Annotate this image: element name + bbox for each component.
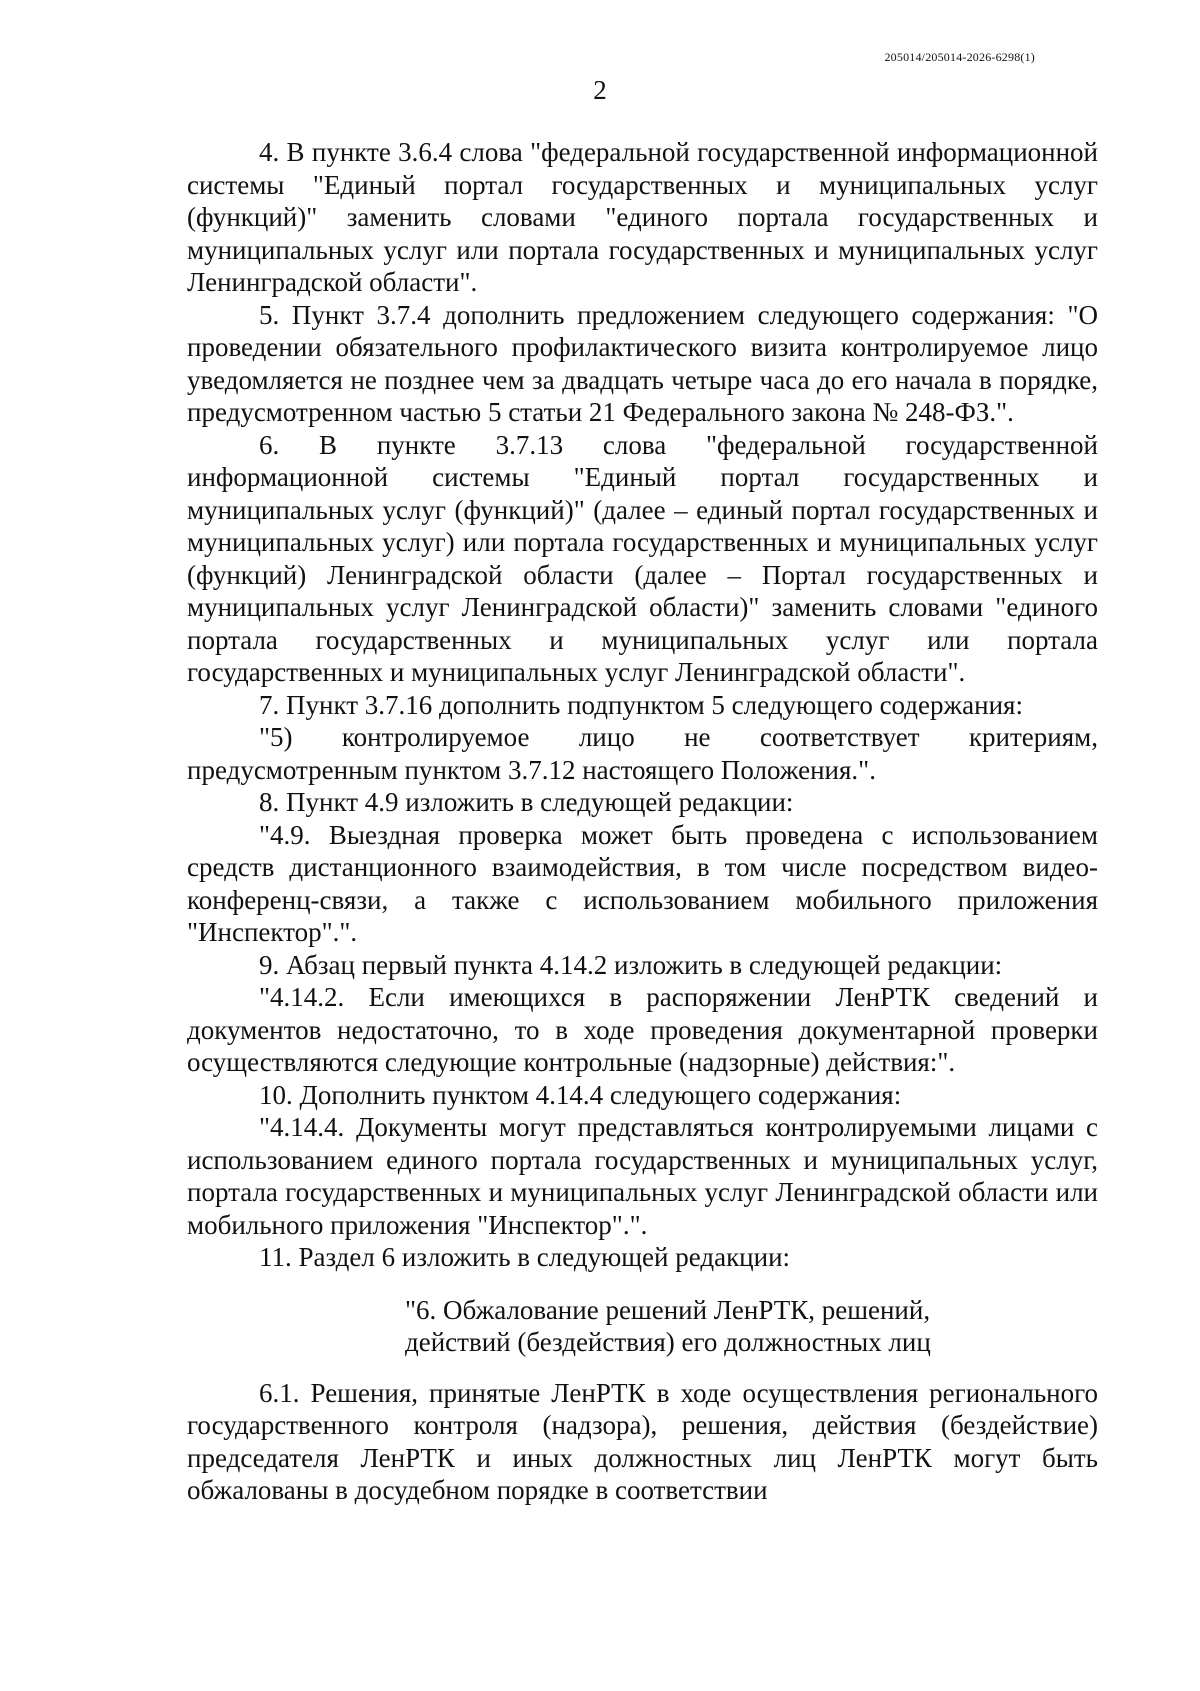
document-body (187, 136, 1098, 1507)
section-6-heading-line-1: "6. Обжалование решений ЛенРТК, решений, (405, 1294, 931, 1325)
paragraph-item-9-quote: "4.14.2. Если имеющихся в распоряжении ЛенРТК сведений и документов недостаточно, то в ходе проведения документарной проверки осуществляются следующие контрольные (надзорные) действия:". (187, 982, 1098, 1077)
page-number: 2 (593, 75, 607, 105)
paragraph-item-5: 5. Пункт 3.7.4 дополнить предложением следующего содержания: "О проведении обязательного профилактического визита контролируемое лицо уведомляется не позднее чем за двадцать четыре часа до его начала в порядке, предусмотренном частью 5 статьи 21 Федерального закона № 248-ФЗ.". (187, 299, 1098, 427)
paragraph-item-11: 11. Раздел 6 изложить в следующей редакции: (259, 1242, 791, 1272)
paragraph-item-10: 10. Дополнить пунктом 4.14.4 следующего содержания: (259, 1079, 902, 1110)
section-6-heading (187, 1294, 1098, 1359)
paragraph-item-8-quote: "4.9. Выездная проверка может быть проведена с использованием средств дистанционного взаимодействия, в том числе посредством видео-конференц-связи, а также с использованием мобильного приложения "Инспектор".". (187, 819, 1098, 947)
paragraph-item-7-quote: "5) контролируемое лицо не соответствует критериям, предусмотренным пунктом 3.7.12 настоящего Положения.". (187, 722, 1098, 785)
paragraph-6-1: 6.1. Решения, принятые ЛенРТК в ходе осуществления регионального государственного контроля (надзора), решения, действия (бездействие) председателя ЛенРТК и иных должностных лиц ЛенРТК могут быть обжалованы в досудебном порядке в соответствии (187, 1377, 1098, 1505)
paragraph-item-7: 7. Пункт 3.7.16 дополнить подпунктом 5 следующего содержания: (259, 689, 1023, 720)
paragraph-item-9: 9. Абзац первый пункта 4.14.2 изложить в следующей редакции: (259, 949, 1003, 980)
paragraph-item-8: 8. Пункт 4.9 изложить в следующей редакции: (259, 787, 794, 817)
section-6-heading-line-2: действий (бездействия) его должностных лиц (405, 1327, 931, 1357)
paragraph-item-10-quote: "4.14.4. Документы могут представляться контролируемыми лицами с использованием единого портала государственных и муниципальных услуг, портала государственных и муниципальных услуг Ленинградской области или мобильного приложения "Инспектор".". (187, 1112, 1098, 1240)
paragraph-item-6: 6. В пункте 3.7.13 слова "федеральной государственной информационной системы "Единый портал государственных и муниципальных услуг (функций)" (далее – единый портал государственных и муниципальных услуг) или портала государственных и муниципальных услуг (функций) Ленинградской области (далее – Портал государственных и муниципальных услуг Ленинградской области)" заменить словами "единого портала государственных и муниципальных услуг или портала государственных и муниципальных услуг Ленинградской области". (187, 429, 1098, 687)
document-registration-code: 205014/205014-2026-6298(1) (884, 50, 1035, 64)
paragraph-item-4: 4. В пункте 3.6.4 слова "федеральной государственной информационной системы "Единый портал государственных и муниципальных услуг (функций)" заменить словами "единого портала государственных и муниципальных услуг или портала государственных и муниципальных услуг Ленинградской области". (187, 137, 1098, 297)
